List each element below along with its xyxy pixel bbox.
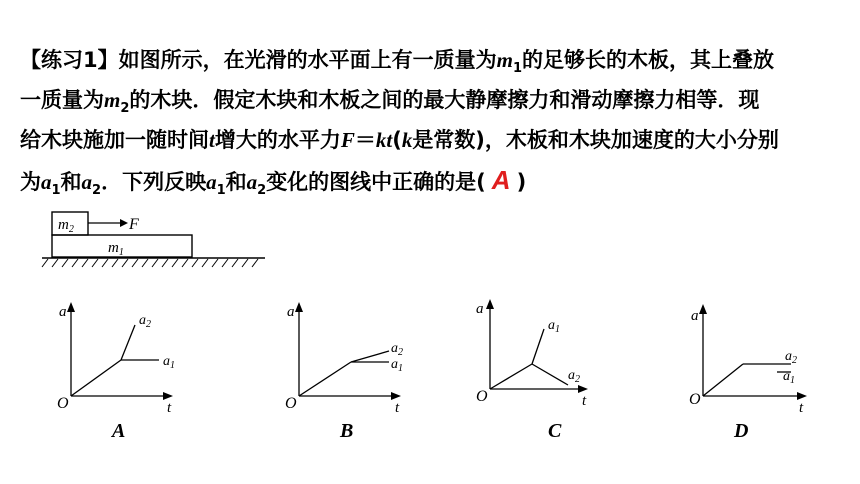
- y-axis-arrow: [295, 302, 303, 312]
- subscript: 1: [51, 183, 61, 199]
- mass-symbol: m: [496, 48, 513, 72]
- ground-hatching: [42, 259, 258, 267]
- y-axis-label: a: [476, 301, 484, 317]
- origin-label: O: [285, 395, 297, 412]
- question-fragment: 和: [60, 170, 82, 194]
- question-fragment: (: [392, 128, 402, 152]
- graph-b-caption: B: [340, 420, 354, 442]
- question-fragment: 如图所示，在光滑的水平面上有一质量为: [118, 48, 497, 72]
- question-fragment: 增大的水平力: [214, 128, 341, 152]
- accel-symbol: a: [246, 170, 258, 194]
- question-fragment: 变化的图线中正确的是(: [266, 170, 486, 194]
- force-label: F: [129, 216, 139, 233]
- subscript: 1: [512, 61, 523, 77]
- graph-c: [472, 295, 612, 415]
- question-fragment: 和: [225, 170, 247, 194]
- subscript: 2: [120, 101, 130, 117]
- question-fragment: ): [516, 170, 527, 194]
- a2-line: [351, 351, 389, 362]
- x-axis-arrow: [163, 392, 173, 400]
- x-axis-label: t: [167, 400, 172, 416]
- accel-symbol: a: [81, 170, 93, 194]
- y-axis-arrow: [486, 299, 494, 309]
- graph-d: [687, 300, 827, 420]
- x-axis-arrow: [797, 392, 807, 400]
- accel-symbol: a: [206, 170, 217, 194]
- question-line-4: [20, 160, 840, 200]
- subscript: 2: [257, 183, 267, 199]
- common-segment: [299, 362, 351, 396]
- question-fragment: 为: [20, 170, 41, 194]
- graph-d-caption: D: [734, 420, 749, 442]
- kt-symbol: kt: [375, 128, 393, 152]
- k-symbol: k: [401, 128, 413, 152]
- y-axis-label: a: [287, 304, 295, 320]
- force-arrow-head: [120, 219, 128, 227]
- graph-c-caption: C: [548, 420, 562, 442]
- force-symbol: F: [340, 128, 355, 152]
- common-segment: [71, 360, 121, 396]
- block-board-figure: [40, 205, 270, 275]
- y-axis-arrow: [699, 304, 707, 314]
- curve-label-top: $a_2$: [139, 313, 151, 330]
- common-segment: [703, 364, 743, 396]
- curve-label-top: $a_2$: [785, 349, 797, 366]
- a2-line: [121, 325, 135, 360]
- question-fragment: ＝: [354, 128, 376, 152]
- answer-mark: A: [491, 165, 511, 195]
- y-axis-label: a: [59, 304, 67, 320]
- question-fragment: ．下列反映: [101, 170, 207, 194]
- curve-label-bottom: $a_2$: [568, 368, 580, 385]
- curve-label-bottom: $a_1$: [783, 369, 795, 386]
- x-axis-label: t: [582, 393, 587, 409]
- subscript: 1: [216, 183, 226, 199]
- x-axis-label: t: [395, 400, 400, 416]
- x-axis-arrow: [578, 385, 588, 393]
- question-fragment: 给木块施加一随时间: [20, 128, 209, 152]
- x-axis-arrow: [391, 392, 401, 400]
- a2-line: [532, 364, 568, 385]
- curve-label-top: $a_2$: [391, 341, 403, 358]
- question-fragment: 是常数)，木板和木块加速度的大小分别: [412, 128, 779, 152]
- question-line-2: [20, 80, 840, 120]
- origin-label: O: [57, 395, 69, 412]
- origin-label: O: [476, 388, 488, 405]
- a1-line: [532, 329, 544, 364]
- graph-a: [55, 298, 195, 418]
- question-text: [20, 40, 840, 200]
- mass-symbol: m: [104, 88, 121, 112]
- exercise-label: 【练习1】: [20, 48, 119, 72]
- subscript: 2: [92, 183, 102, 199]
- accel-symbol: a: [41, 170, 52, 194]
- question-line-1: [20, 40, 840, 80]
- question-fragment: 一质量为: [20, 88, 104, 112]
- curve-label-bottom: $a_1$: [163, 354, 175, 371]
- curve-label-top: $a_1$: [548, 318, 560, 335]
- origin-label: O: [689, 391, 701, 408]
- graph-a-caption: A: [112, 420, 126, 442]
- question-fragment: 的木块．假定木块和木板之间的最大静摩擦力和滑动摩擦力相等．现: [129, 88, 760, 112]
- question-line-3: [20, 120, 840, 160]
- question-fragment: 的足够长的木板，其上叠放: [522, 48, 775, 72]
- time-symbol: t: [209, 128, 215, 152]
- y-axis-label: a: [691, 308, 699, 324]
- common-segment: [490, 364, 532, 389]
- x-axis-label: t: [799, 400, 804, 416]
- block-label: $m_2$: [58, 217, 74, 235]
- board-label: $m_1$: [108, 240, 124, 258]
- graph-b: [283, 298, 423, 418]
- y-axis-arrow: [67, 302, 75, 312]
- curve-label-bottom: $a_1$: [391, 357, 403, 374]
